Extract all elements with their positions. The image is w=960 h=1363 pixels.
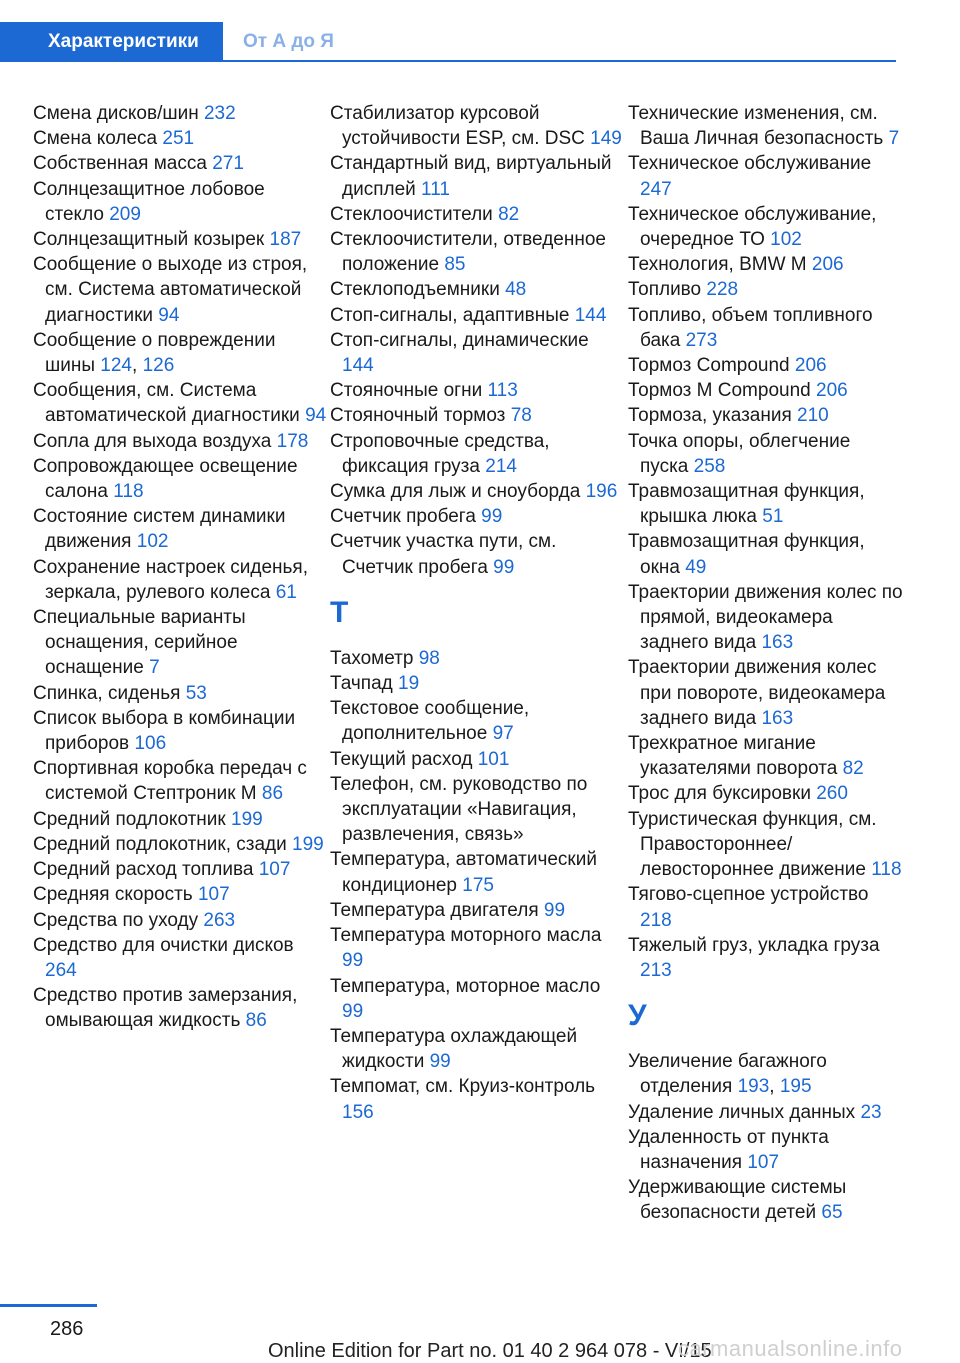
- entry-term: Температура моторного масла: [330, 925, 602, 947]
- index-entry: [33, 378, 328, 428]
- entry-term: Сопла для выхода воздуха: [33, 430, 272, 452]
- entry-term: Средства по уходу: [33, 909, 199, 931]
- index-entry: [33, 706, 328, 756]
- page-link[interactable]: 102: [136, 531, 169, 553]
- entry-term: Средний подлокотник, сзади: [33, 833, 287, 855]
- entry-term: Сообщение о повреждении шины: [33, 329, 276, 377]
- index-entry: [330, 847, 625, 897]
- index-entry: [33, 252, 328, 328]
- index-entry: [628, 933, 903, 983]
- page-link[interactable]: 206: [794, 355, 827, 377]
- page-link[interactable]: 97: [492, 723, 514, 745]
- page-link[interactable]: 273: [685, 329, 718, 351]
- page-link[interactable]: 206: [811, 254, 844, 276]
- entry-term: Траектории движения колес по прямой, видеокамера заднего вида: [628, 581, 903, 654]
- entry-term: Трехкратное мигание указателями поворота: [628, 733, 838, 780]
- page-link[interactable]: 99: [342, 950, 364, 972]
- tab-characteristics[interactable]: Характеристики: [0, 22, 223, 62]
- index-entry: [330, 227, 625, 277]
- index-entry: [628, 353, 903, 378]
- page-link[interactable]: 99: [543, 899, 566, 921]
- entry-term: Текстовое сообщение, дополнительное: [330, 698, 530, 745]
- page-link[interactable]: 82: [842, 758, 864, 780]
- index-entry: Увеличение багажного отделения 193, 195: [628, 1051, 827, 1098]
- page-link[interactable]: 48: [505, 279, 527, 301]
- index-entry: [33, 681, 328, 706]
- index-entry: [33, 504, 328, 554]
- page-link[interactable]: 86: [245, 1010, 267, 1032]
- entry-term: Удерживающие системы безопасности детей: [628, 1177, 847, 1224]
- index-entry: [628, 403, 903, 428]
- index-entry: [33, 454, 328, 504]
- index-entry: [628, 151, 903, 201]
- page-link[interactable]: 144: [574, 304, 607, 326]
- page-link[interactable]: 118: [113, 481, 144, 503]
- page-link[interactable]: 86: [261, 783, 284, 805]
- entry-term: Температура двигателя: [330, 899, 539, 921]
- index-entry: [628, 655, 903, 731]
- entry-term: Тормоз Compound: [628, 355, 790, 377]
- entry-term: Солнцезащитное лобовое стекло: [33, 178, 265, 225]
- page-link[interactable]: 209: [109, 203, 141, 225]
- index-entry: [330, 671, 625, 696]
- page-link[interactable]: 193: [737, 1076, 770, 1098]
- entry-term: Сообщение о выходе из строя, см. Система автоматической диагностики: [33, 254, 308, 326]
- index-entry: [33, 605, 328, 681]
- index-entry: [628, 529, 903, 579]
- index-entry: [33, 151, 328, 176]
- entry-term: Список выбора в комбинации приборов: [33, 707, 296, 755]
- page-number: 286: [50, 1318, 84, 1340]
- entry-term: Сумка для лыж и сноуборда: [330, 481, 581, 503]
- entry-term: Топливо: [628, 279, 702, 301]
- page-link[interactable]: 210: [797, 405, 829, 427]
- entry-term: Смена дисков/шин: [33, 103, 199, 124]
- entry-term: Средство против замерзания, омывающая жидкость: [33, 985, 298, 1032]
- page-link[interactable]: 126: [142, 355, 175, 377]
- index-entry: [628, 303, 903, 353]
- index-entry: [33, 126, 328, 151]
- index-entry: [33, 933, 328, 983]
- page-link[interactable]: 118: [871, 859, 902, 881]
- index-letter-heading: Т: [330, 595, 349, 629]
- page-link[interactable]: 53: [185, 682, 207, 704]
- index-entry: [330, 429, 625, 479]
- page-link[interactable]: 232: [203, 103, 236, 124]
- page-link[interactable]: 199: [292, 833, 324, 855]
- header-tabs: [0, 0, 896, 62]
- page-link[interactable]: 196: [585, 481, 618, 503]
- page-link[interactable]: 99: [342, 1000, 364, 1022]
- entry-term: Температура, автоматический кондиционер: [330, 849, 597, 896]
- entry-term: Смена колеса: [33, 128, 158, 150]
- index-entry: [33, 101, 328, 126]
- footer-accent-line: [0, 1304, 97, 1307]
- entry-term: Средний расход топлива: [33, 859, 254, 881]
- entry-term: Удаление личных данных: [628, 1101, 856, 1123]
- entry-term: Тягово-сцепное устройство: [628, 884, 869, 906]
- page-link[interactable]: 78: [510, 405, 532, 427]
- page-link[interactable]: 51: [762, 506, 784, 528]
- entry-term: Тормоз M Compound: [628, 380, 811, 402]
- index-entry: [33, 429, 328, 454]
- page-link[interactable]: 228: [706, 279, 739, 301]
- entry-term: Траектории движения колес при повороте, видеокамера заднего вида: [628, 657, 886, 729]
- page-link[interactable]: 61: [275, 581, 297, 603]
- page-link[interactable]: 101: [477, 748, 510, 770]
- entry-term: Собственная масса: [33, 153, 207, 175]
- page-link[interactable]: 178: [276, 430, 309, 452]
- index-entry: [330, 479, 625, 504]
- entry-term: Технические изменения, см. Ваша Личная безопасность: [628, 103, 884, 150]
- entry-term: Стоп-сигналы, адаптивные: [330, 304, 570, 326]
- entry-term: Стабилизатор курсовой устойчивости ESP, см. DSC: [330, 103, 585, 150]
- entry-term: Тормоза, указания: [628, 405, 792, 427]
- page-link[interactable]: 264: [45, 959, 77, 981]
- page-link[interactable]: 175: [462, 874, 494, 896]
- entry-term: Трос для буксировки: [628, 783, 811, 805]
- page-link[interactable]: 218: [640, 909, 672, 931]
- index-entry: [628, 781, 903, 806]
- entry-term: Стандартный вид, виртуальный дисплей: [330, 153, 612, 200]
- page-link[interactable]: 7: [888, 128, 900, 150]
- entry-term: Телефон, см. руководство по эксплуатации «Навигация, развлечения, связь»: [330, 773, 588, 846]
- entry-term: Стеклоподъемники: [330, 279, 500, 301]
- page-link[interactable]: 107: [747, 1151, 780, 1173]
- index-entry: [330, 696, 625, 746]
- page-link[interactable]: 102: [770, 229, 802, 251]
- index-entry: [330, 403, 625, 428]
- index-entry: [628, 202, 903, 252]
- entry-term: Средняя скорость: [33, 884, 193, 906]
- index-entry: [628, 580, 903, 656]
- page-link[interactable]: 99: [481, 506, 503, 528]
- index-entry: [330, 646, 625, 671]
- index-entry: [628, 731, 903, 781]
- entry-term: Стеклоочистители: [330, 203, 493, 225]
- entry-term: Стояночные огни: [330, 380, 483, 402]
- index-entry: [33, 983, 328, 1033]
- index-column-3: [628, 101, 903, 1226]
- index-entry: [628, 807, 903, 883]
- page-link[interactable]: 49: [685, 556, 707, 578]
- page-link[interactable]: 124: [100, 355, 132, 377]
- entry-term: Средний подлокотник: [33, 808, 226, 830]
- index-entry: [33, 227, 328, 252]
- entry-term: Температура, моторное масло: [330, 975, 601, 997]
- index-entry: [330, 101, 625, 151]
- entry-term: Травмозащитная функция, крышка люка: [628, 481, 865, 528]
- tab-a-to-z[interactable]: От А до Я: [243, 31, 334, 52]
- index-entry: [330, 1074, 625, 1124]
- watermark: carmanualsonline.info: [678, 1336, 903, 1361]
- entry-term: Стеклоочистители, отведенное положение: [330, 229, 606, 276]
- index-entry: [330, 378, 625, 403]
- entry-term: Сохранение настроек сиденья, зеркала, рулевого колеса: [33, 556, 308, 603]
- page-link[interactable]: 99: [429, 1051, 451, 1073]
- page-link[interactable]: 107: [258, 859, 291, 881]
- page-link[interactable]: 251: [162, 128, 195, 150]
- index-entry: [33, 807, 328, 832]
- page-link[interactable]: 213: [640, 959, 672, 981]
- entry-term: Удаленность от пункта назначения: [628, 1126, 829, 1173]
- entry-term: Специальные варианты оснащения, серийное оснащение: [33, 607, 246, 679]
- index-column-2: [330, 101, 625, 1125]
- entry-term: Тачпад: [330, 673, 393, 695]
- page-link[interactable]: 111: [421, 178, 450, 200]
- page-link[interactable]: 82: [498, 203, 520, 225]
- index-entry: [628, 882, 903, 932]
- index-entry: [330, 504, 625, 529]
- index-column-1: [33, 101, 328, 1034]
- index-entry: [330, 1024, 625, 1074]
- entry-term: Спинка, сиденья: [33, 682, 181, 704]
- entry-term: Сопровождающее освещение салона: [33, 455, 298, 503]
- index-entry: [33, 908, 328, 933]
- page-link[interactable]: 23: [860, 1101, 882, 1123]
- page-link[interactable]: 206: [816, 380, 848, 402]
- page-link[interactable]: 99: [493, 556, 515, 578]
- index-entry: [330, 151, 625, 201]
- index-entry: [628, 1125, 903, 1175]
- index-entry: [33, 857, 328, 882]
- entry-term: Средство для очистки дисков: [33, 934, 294, 956]
- index-entry: [628, 1175, 903, 1225]
- index-entry: Сообщение о повреждении шины 124, 126: [33, 329, 276, 377]
- edition-note: Online Edition for Part no. 01 40 2 964 078 - VI/15: [268, 1340, 712, 1362]
- index-entry: [330, 974, 625, 1024]
- entry-term: Сообщения, см. Система автоматической диагностики: [33, 380, 300, 427]
- index-entry: [628, 378, 903, 403]
- index-entry: [330, 328, 625, 378]
- index-entry: [33, 756, 328, 806]
- index-entry: [33, 832, 328, 857]
- entry-term: Состояние систем динамики движения: [33, 506, 286, 553]
- page-link[interactable]: 144: [342, 355, 374, 377]
- index-entry: [330, 529, 625, 579]
- index-entry: [330, 923, 625, 973]
- entry-term: Текущий расход: [330, 748, 473, 770]
- page-link[interactable]: 85: [444, 254, 466, 276]
- page-link[interactable]: 258: [693, 455, 726, 477]
- entry-term: Спортивная коробка передач с системой Стептроник М: [33, 758, 307, 805]
- entry-term: Стояночный тормоз: [330, 405, 506, 427]
- entry-term: Стоп-сигналы, динамические: [330, 329, 589, 351]
- entry-term: Солнцезащитный козырек: [33, 229, 265, 251]
- entry-term: Температура охлаждающей жидкости: [330, 1025, 578, 1073]
- page-link[interactable]: 214: [485, 455, 517, 477]
- index-entry: [628, 252, 903, 277]
- entry-term: Техническое обслуживание, очередное ТО: [628, 203, 877, 251]
- index-entry: [330, 303, 625, 328]
- index-entry: [628, 101, 903, 151]
- header-divider: [223, 60, 896, 62]
- entry-term: Травмозащитная функция, окна: [628, 531, 865, 578]
- entry-term: Туристическая функция, см. Правостороннее/левостороннее движение: [628, 808, 877, 881]
- entry-term: Тяжелый груз, укладка груза: [628, 934, 880, 956]
- page-link[interactable]: 263: [203, 909, 236, 931]
- page-link[interactable]: 149: [590, 128, 622, 150]
- entry-term: Счетчик пробега: [330, 506, 476, 528]
- page-link[interactable]: 107: [197, 884, 230, 906]
- index-entry: [330, 772, 625, 848]
- page-link[interactable]: 94: [305, 405, 327, 427]
- page-link[interactable]: 199: [231, 808, 263, 830]
- page-link[interactable]: 65: [821, 1202, 843, 1224]
- index-entry: [330, 202, 625, 227]
- page-link[interactable]: 7: [149, 657, 160, 679]
- page-link[interactable]: 19: [398, 673, 420, 695]
- page-link[interactable]: 187: [269, 229, 302, 251]
- index-letter-heading: У: [628, 999, 647, 1033]
- page-link[interactable]: 106: [134, 733, 167, 755]
- index-entry: [628, 479, 903, 529]
- entry-term: Техническое обслуживание: [628, 153, 872, 175]
- index-entry: [330, 277, 625, 302]
- index-entry: [33, 555, 328, 605]
- page-link[interactable]: 247: [640, 178, 672, 200]
- page-link[interactable]: 156: [342, 1101, 374, 1123]
- entry-term: Счетчик участка пути, см. Счетчик пробега: [330, 531, 557, 578]
- index-entry: [628, 1100, 903, 1125]
- index-entry: [330, 747, 625, 772]
- index-entry: [330, 898, 625, 923]
- entry-term: Топливо, объем топливного бака: [628, 304, 873, 351]
- entry-term: Строповочные средства, фиксация груза: [330, 430, 550, 477]
- entry-term: Технология, BMW M: [628, 254, 807, 276]
- page-link[interactable]: 94: [158, 304, 180, 326]
- index-entry: [33, 177, 328, 227]
- entry-term: Увеличение багажного отделения: [628, 1051, 827, 1098]
- page-link[interactable]: 163: [761, 707, 794, 729]
- entry-term: Тахометр: [330, 647, 414, 669]
- index-entry: [628, 429, 903, 479]
- page-link[interactable]: 113: [487, 380, 518, 402]
- entry-term: Темпомат, см. Круиз-контроль: [330, 1076, 596, 1098]
- index-entry: [33, 882, 328, 907]
- page-link[interactable]: 260: [816, 783, 848, 805]
- page-link[interactable]: 163: [761, 632, 794, 654]
- page-link[interactable]: 98: [418, 647, 440, 669]
- index-entry: [628, 277, 903, 302]
- page-link[interactable]: 271: [212, 153, 244, 175]
- entry-term: Точка опоры, облегчение пуска: [628, 430, 851, 477]
- page-link[interactable]: 195: [779, 1076, 812, 1098]
